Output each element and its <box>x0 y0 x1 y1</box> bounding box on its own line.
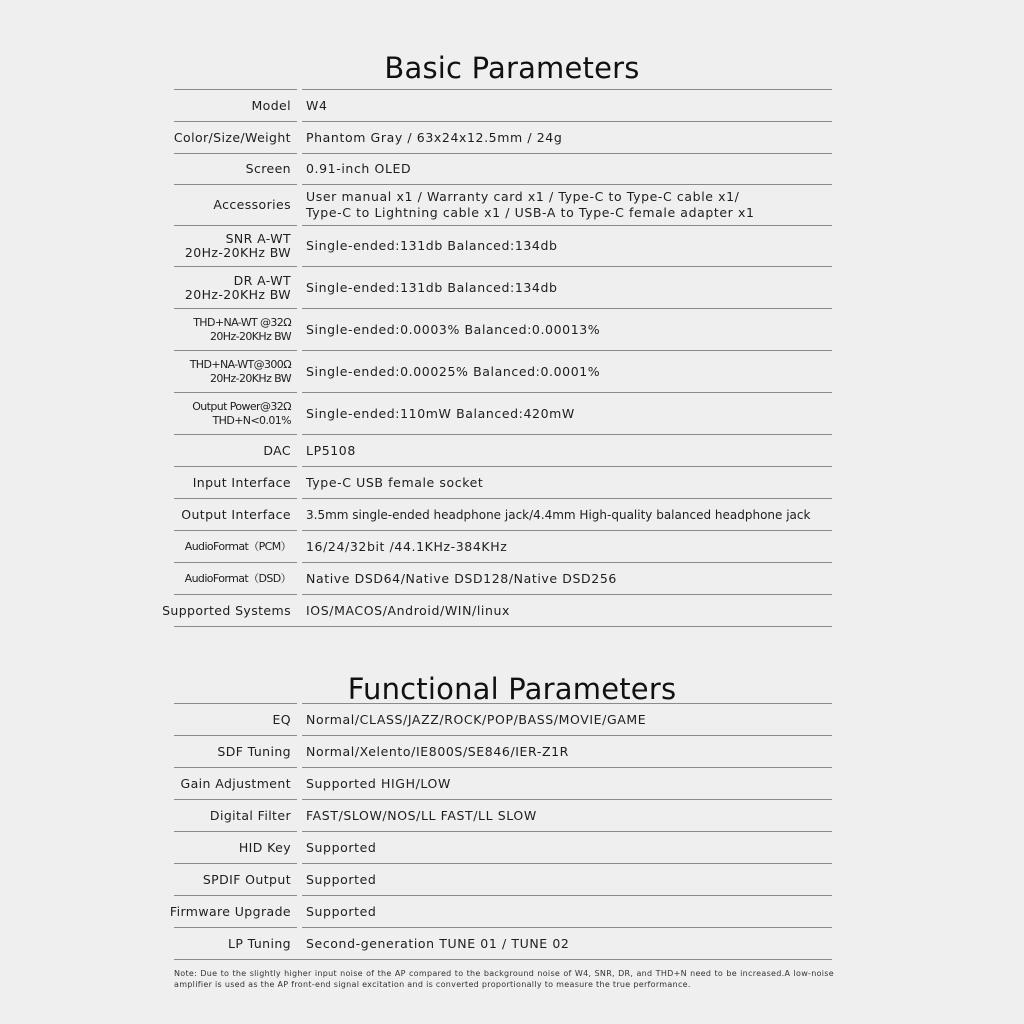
parameter-value-line: Normal/CLASS/JAZZ/ROCK/POP/BASS/MOVIE/GAME <box>306 711 647 727</box>
parameter-value <box>306 704 832 735</box>
parameter-label <box>174 499 291 530</box>
parameter-label <box>174 736 291 767</box>
column-divider <box>297 799 302 831</box>
parameter-label-line: Firmware Upgrade <box>169 903 291 919</box>
column-divider <box>297 530 302 562</box>
parameter-value-line: Type-C USB female socket <box>306 474 484 490</box>
table-row <box>174 767 832 799</box>
parameter-label <box>162 595 291 626</box>
parameter-value <box>306 351 832 392</box>
table-row <box>174 498 832 530</box>
parameter-label <box>174 832 291 863</box>
parameter-value <box>306 122 832 153</box>
parameter-label-line: 20Hz-20KHz BW <box>210 329 291 343</box>
table-row <box>174 350 832 392</box>
parameter-label-line: Gain Adjustment <box>180 775 291 791</box>
parameter-label-line: Input Interface <box>192 474 291 490</box>
column-divider <box>297 831 302 863</box>
basic-parameters-title: Basic Parameters <box>384 51 640 86</box>
parameter-value <box>306 499 832 530</box>
parameter-label-line: DR A-WT <box>233 272 291 288</box>
parameter-label <box>174 185 291 225</box>
parameter-value <box>306 467 832 498</box>
column-divider <box>297 153 302 184</box>
table-row <box>174 703 832 735</box>
parameter-value-line: W4 <box>306 97 328 113</box>
parameter-label-line: SDF Tuning <box>217 743 291 759</box>
parameter-value <box>306 832 832 863</box>
parameter-label-line: SPDIF Output <box>202 871 291 887</box>
parameter-label-line: Output Power@32Ω <box>192 399 291 413</box>
column-divider <box>297 562 302 594</box>
table-row <box>174 863 832 895</box>
parameter-value <box>306 226 832 266</box>
table-row <box>174 831 832 863</box>
parameter-label <box>169 896 291 927</box>
column-divider <box>297 121 302 153</box>
parameter-label-line: THD+N<0.01% <box>212 413 291 427</box>
parameter-label-line: Output Interface <box>181 506 291 522</box>
table-row <box>174 530 832 562</box>
parameter-value <box>306 154 832 184</box>
parameter-label <box>174 351 291 392</box>
parameter-label-line: THD+NA-WT @32Ω <box>193 315 291 329</box>
column-divider <box>297 308 302 350</box>
parameter-label <box>174 393 291 434</box>
parameter-label-line: EQ <box>272 711 291 727</box>
parameter-value <box>306 309 832 350</box>
parameter-label-line: Accessories <box>213 197 291 212</box>
parameter-value-line: Normal/Xelento/IE800S/SE846/IER-Z1R <box>306 743 569 759</box>
parameter-value <box>306 768 832 799</box>
table-row <box>169 895 832 927</box>
footnote: Note: Due to the slightly higher input noise of the AP compared to the background noise of W4, SNR, DR, and THD+N need to be increased.A low-noise amplifier is used as the AP front-end signal excitation and is converted proportionally to measure the true performance. <box>174 969 834 989</box>
table-row <box>174 308 832 350</box>
parameter-label <box>174 531 291 562</box>
parameter-value-line: Type-C to Lightning cable x1 / USB-A to Type-C female adapter x1 <box>306 205 755 220</box>
parameter-value-line: 0.91-inch OLED <box>306 161 412 176</box>
parameter-label-line: Model <box>251 97 291 113</box>
column-divider <box>297 89 302 121</box>
parameter-label-line: 20Hz-20KHz BW <box>184 245 291 260</box>
parameter-label-line: Digital Filter <box>209 807 291 823</box>
column-divider <box>297 266 302 308</box>
column-divider <box>297 498 302 530</box>
parameter-value-line: Supported <box>306 871 377 887</box>
parameter-label <box>174 563 291 594</box>
parameter-value-line: FAST/SLOW/NOS/LL FAST/LL SLOW <box>306 807 537 823</box>
column-divider <box>297 863 302 895</box>
column-divider <box>297 767 302 799</box>
parameter-label <box>174 90 291 121</box>
parameter-label-line: THD+NA-WT@300Ω <box>189 357 291 371</box>
table-row <box>174 184 832 225</box>
parameter-value-line: Second-generation TUNE 01 / TUNE 02 <box>306 935 570 951</box>
parameter-label-line: Supported Systems <box>162 602 291 618</box>
column-divider <box>297 392 302 434</box>
parameter-label <box>174 154 291 184</box>
parameter-label-line: SNR A-WT <box>225 231 291 246</box>
parameter-value-line: Single-ended:0.00025% Balanced:0.0001% <box>306 363 601 379</box>
parameter-label-line: AudioFormat（PCM） <box>184 539 291 553</box>
parameter-value <box>306 185 832 225</box>
parameter-label <box>174 704 291 735</box>
table-row <box>174 735 832 767</box>
column-divider <box>297 225 302 266</box>
parameter-value <box>306 393 832 434</box>
parameter-value-line: Native DSD64/Native DSD128/Native DSD256 <box>306 570 617 586</box>
column-divider <box>297 184 302 225</box>
column-divider <box>297 895 302 927</box>
parameter-value-line: Supported <box>306 903 377 919</box>
column-divider <box>297 735 302 767</box>
table-row <box>174 89 832 121</box>
parameter-value-line: Single-ended:0.0003% Balanced:0.00013% <box>306 321 601 337</box>
table-row <box>174 562 832 594</box>
table-row <box>174 225 832 266</box>
parameter-label-line: 20Hz-20KHz BW <box>210 371 291 385</box>
parameter-value <box>306 563 832 594</box>
parameter-label <box>174 864 291 895</box>
parameter-value <box>306 435 832 466</box>
parameter-value <box>306 864 832 895</box>
parameter-value <box>306 800 832 831</box>
column-divider <box>297 434 302 466</box>
parameter-value <box>306 90 832 121</box>
parameter-value-line: Supported <box>306 839 377 855</box>
table-row <box>174 927 832 960</box>
parameter-label <box>174 435 291 466</box>
parameter-label <box>174 800 291 831</box>
table-row <box>174 153 832 184</box>
column-divider <box>297 703 302 735</box>
parameter-label-line: AudioFormat（DSD） <box>184 571 291 585</box>
parameter-value <box>306 531 832 562</box>
parameter-value <box>306 928 832 959</box>
parameter-value <box>306 736 832 767</box>
functional-parameters-table <box>169 703 832 960</box>
parameter-value-line: Single-ended:131db Balanced:134db <box>306 238 558 253</box>
parameter-label-line: DAC <box>263 442 291 458</box>
parameter-value <box>306 595 832 626</box>
parameter-label <box>174 267 291 308</box>
parameter-label-line: HID Key <box>238 839 291 855</box>
parameter-label <box>174 226 291 266</box>
column-divider <box>297 927 302 959</box>
basic-parameters-table <box>162 89 832 627</box>
parameter-label <box>174 309 291 350</box>
table-row <box>174 799 832 831</box>
parameter-label <box>174 928 291 959</box>
column-divider <box>297 594 302 626</box>
parameter-value-line: IOS/MACOS/Android/WIN/linux <box>306 602 511 618</box>
table-row <box>174 392 832 434</box>
parameter-label-line: Screen <box>245 161 291 176</box>
parameter-value-line: Single-ended:110mW Balanced:420mW <box>306 405 575 421</box>
table-row <box>162 594 832 627</box>
parameter-label-line: Color/Size/Weight <box>173 129 291 145</box>
parameter-value-line: User manual x1 / Warranty card x1 / Type-C to Type-C cable x1/ <box>306 189 740 204</box>
parameter-value-line: 16/24/32bit /44.1KHz-384KHz <box>306 538 508 554</box>
parameter-label <box>174 467 291 498</box>
parameter-value <box>306 267 832 308</box>
parameter-label <box>174 768 291 799</box>
parameter-value-line: Supported HIGH/LOW <box>306 775 451 791</box>
column-divider <box>297 466 302 498</box>
table-row <box>174 121 832 153</box>
column-divider <box>297 350 302 392</box>
functional-parameters-title: Functional Parameters <box>347 672 677 707</box>
parameter-value-line: 3.5mm single-ended headphone jack/4.4mm High-quality balanced headphone jack <box>306 507 811 522</box>
parameter-label <box>174 122 291 153</box>
table-row <box>174 466 832 498</box>
parameter-label-line: LP Tuning <box>228 935 291 951</box>
table-row <box>174 266 832 308</box>
parameter-value <box>306 896 832 927</box>
parameter-value-line: Single-ended:131db Balanced:134db <box>306 279 558 295</box>
parameter-value-line: LP5108 <box>306 442 356 458</box>
table-row <box>174 434 832 466</box>
parameter-label-line: 20Hz-20KHz BW <box>184 286 291 302</box>
parameter-value-line: Phantom Gray / 63x24x12.5mm / 24g <box>306 129 563 145</box>
